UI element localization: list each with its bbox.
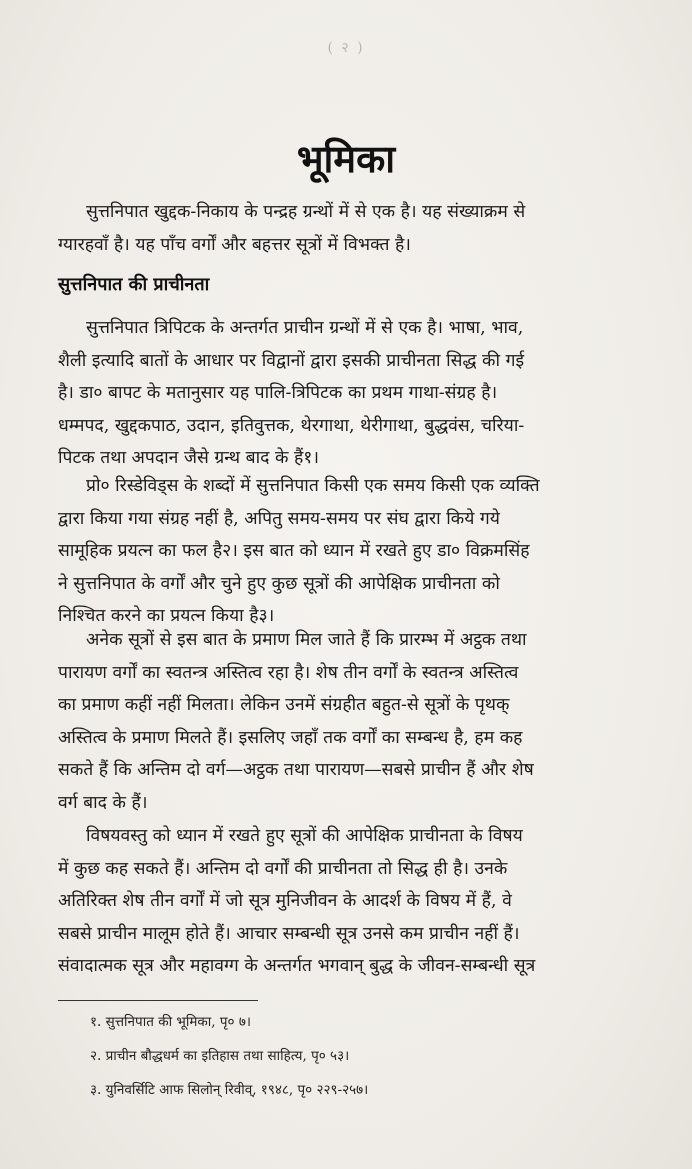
text-line: सुत्तनिपात खुद्दक-निकाय के पन्द्रह ग्रन्थों में से एक है। यह संख्याक्रम से	[86, 202, 526, 222]
paragraph-2	[58, 470, 648, 633]
text-line: सकते हैं कि अन्तिम दो वर्ग—अट्ठक तथा पारायण—सबसे प्राचीन हैं और शेष	[58, 760, 534, 780]
footnote-3: ३. युनिवर्सिटि आफ सिलोन् रिवीव्, १९४८, पृ० २२९-२५७।	[90, 1082, 369, 1098]
text-line: पारायण वर्गों का स्वतन्त्र अस्तित्व रहा है। शेष तीन वर्गों के स्वतन्त्र अस्तित्व	[58, 662, 519, 683]
text-line: सबसे प्राचीन मालूम होते हैं। आचार सम्बन्धी सूत्र उनसे कम प्राचीन नहीं हैं।	[58, 923, 520, 944]
footnote-2: २. प्राचीन बौद्धधर्म का इतिहास तथा साहित्य, पृ० ५३।	[90, 1048, 350, 1064]
text-line: में कुछ कह सकते हैं। अन्तिम दो वर्गों की प्राचीनता तो सिद्ध ही है। उनके	[58, 858, 508, 879]
text-line: अस्तित्व के प्रमाण मिलते हैं। इसलिए जहाँ तक वर्गों का सम्बन्ध है, हम कह	[58, 727, 523, 748]
text-line: पिटक तथा अपदान जैसे ग्रन्थ बाद के हैं१।	[58, 448, 320, 468]
text-line: प्रो० रिस्डेविड्स के शब्दों में सुत्तनिपात किसी एक समय किसी एक व्यक्ति	[86, 476, 540, 496]
paragraph-4	[58, 820, 648, 983]
text-line: अनेक सूत्रों से इस बात के प्रमाण मिल जाते हैं कि प्रारम्भ में अट्ठक तथा	[86, 630, 527, 650]
text-line: वर्ग बाद के हैं।	[58, 792, 148, 813]
text-line: ग्यारहवाँ है। यह पाँच वर्गों और बहत्तर सूत्रों में विभक्त है।	[58, 234, 411, 255]
paragraph-1	[58, 312, 648, 475]
text-line: का प्रमाण कहीं नहीं मिलता। लेकिन उनमें संग्रहीत बहुत-से सूत्रों के पृथक्	[58, 695, 510, 715]
page-title: भूमिका	[296, 136, 396, 181]
text-line: धम्मपद, खुद्दकपाठ, उदान, इतिवुत्तक, थेरगाथा, थेरीगाथा, बुद्धवंस, चरिया-	[58, 415, 525, 436]
section-heading: सुत्तनिपात की प्राचीनता	[58, 274, 210, 295]
running-head: ( २ )	[327, 40, 365, 56]
footnote-1: १. सुत्तनिपात की भूमिका, पृ० ७।	[90, 1014, 251, 1030]
text-line: संवादात्मक सूत्र और महावग्ग के अन्तर्गत भगवान् बुद्ध के जीवन-सम्बन्धी सूत्र	[58, 956, 536, 976]
text-line: ने सुत्तनिपात के वर्गों और चुने हुए कुछ सूत्रों की आपेक्षिक प्राचीनता को	[58, 573, 500, 594]
text-line: है। डा० बापट के मतानुसार यह पालि-त्रिपिटक का प्रथम गाथा-संग्रह है।	[58, 383, 498, 403]
intro-paragraph	[58, 196, 648, 261]
text-line: शैली इत्यादि बातों के आधार पर विद्वानों द्वारा इसकी प्राचीनता सिद्ध की गई	[58, 350, 525, 371]
text-line: सामूहिक प्रयत्न का फल है२। इस बात को ध्यान में रखते हुए डा० विक्रमसिंह	[58, 541, 530, 561]
paragraph-3	[58, 624, 648, 819]
text-line: विषयवस्तु को ध्यान में रखते हुए सूत्रों की आपेक्षिक प्राचीनता के विषय	[86, 826, 523, 846]
text-line: सुत्तनिपात त्रिपिटक के अन्तर्गत प्राचीन ग्रन्थों में से एक है। भाषा, भाव,	[86, 318, 524, 338]
footnote-divider	[58, 1000, 258, 1001]
text-line: द्वारा किया गया संग्रह नहीं है, अपितु समय-समय पर संघ द्वारा किये गये	[58, 508, 500, 529]
text-line: अतिरिक्त शेष तीन वर्गों में जो सूत्र मुनिजीवन के आदर्श के विषय में हैं, वे	[58, 891, 512, 911]
text-line: निश्चित करने का प्रयत्न किया है३।	[58, 606, 275, 626]
